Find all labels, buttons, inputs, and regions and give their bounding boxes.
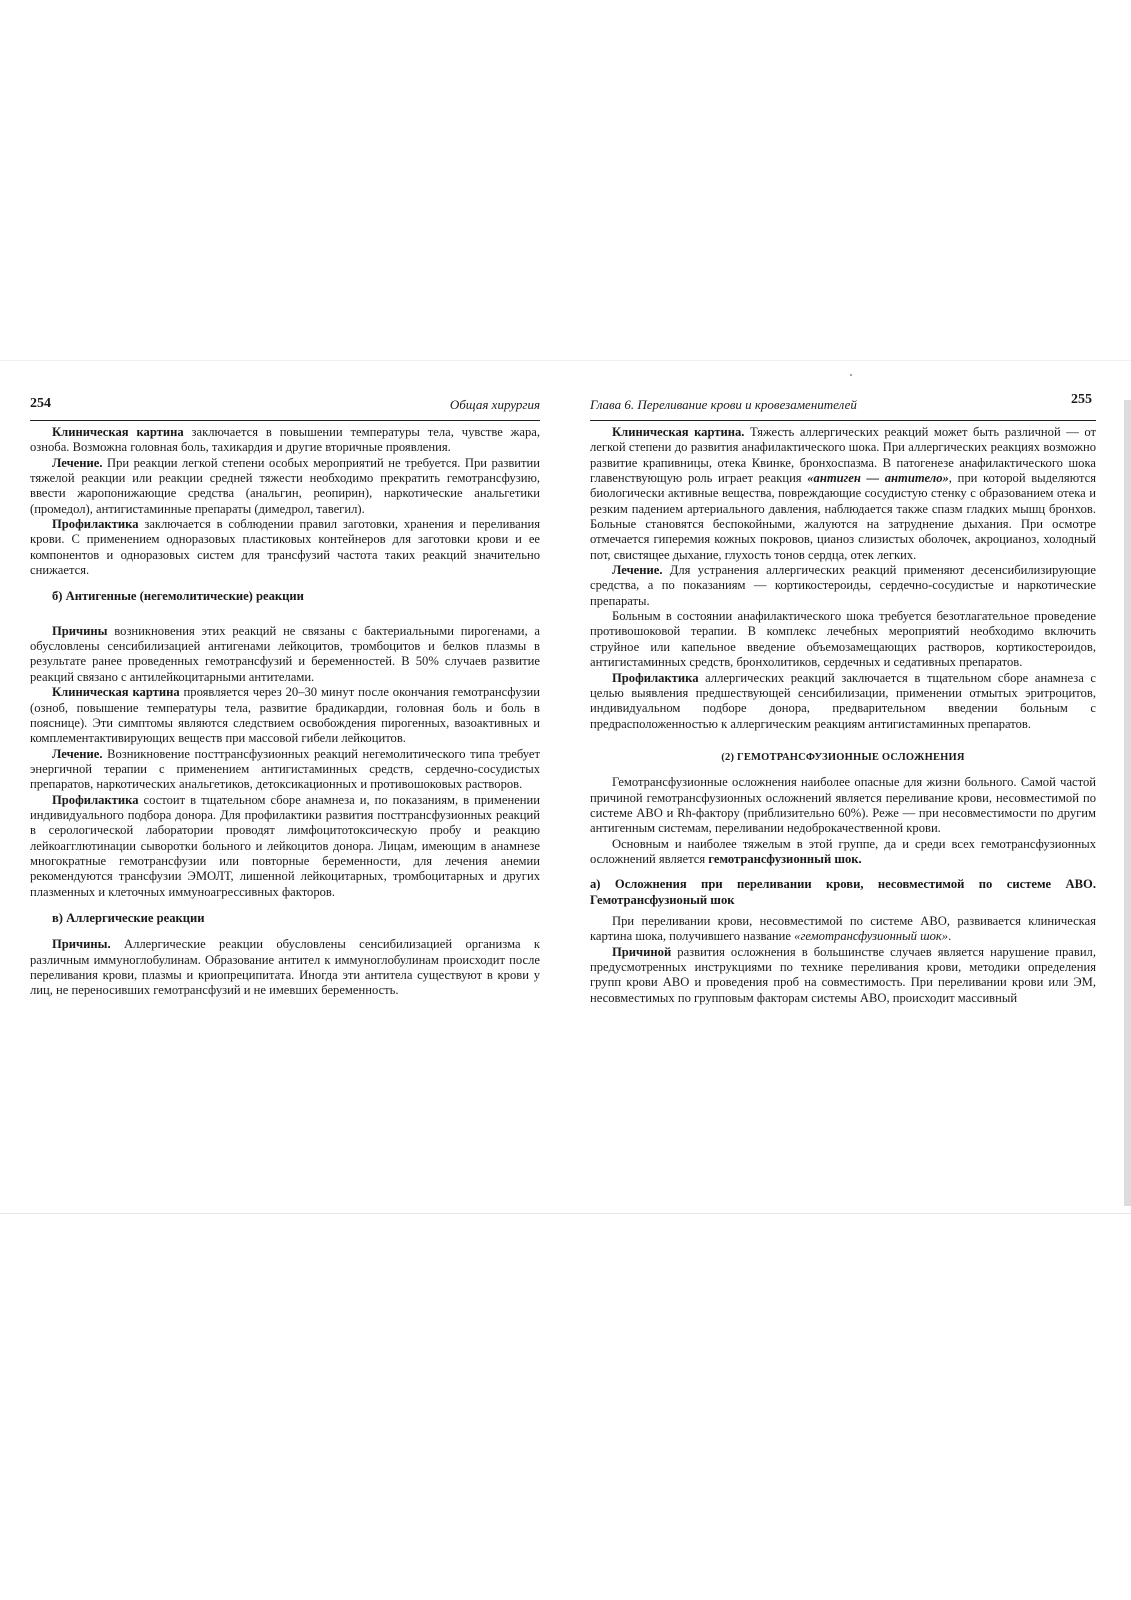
- lead-term: Причиной: [612, 944, 672, 959]
- right-page: [590, 392, 1096, 1006]
- paragraph: Клиническая картина. Тяжесть аллергических реакций может быть различной — от легкой степени до развития анафилактического шока. При аллергических реакциях возможно развитие крапивницы, отека Квинке, бронхоспазма. В патогенезе анафилактического шока главенствующую роль играет реакция «антиген — антитело», при которой выделяются биологически активные вещества, повреждающие сосудистую стенку с образованием отека и резким падением артериального давления, наблюдается также спазм гладких мышц бронхов. Больные становятся беспокойными, жалуются на затруднение дыхания. При осмотре отмечается гиперемия кожных покровов, цианоз слизистых оболочек, акроцианоз, холодный пот, свистящее дыхание, глухость тонов сердца, отек легких.: [590, 425, 1096, 562]
- subsection-heading: а) Осложнения при переливании крови, несовместимой по системе АВО. Гемотрансфузионый шок: [590, 877, 1096, 907]
- left-page: [30, 396, 540, 999]
- paragraph: Основным и наиболее тяжелым в этой группе, да и среди всех гемотрансфузионных осложнений является гемотрансфузионный шок.: [590, 836, 1096, 866]
- right-page-header: [590, 392, 1096, 421]
- paragraph: Профилактика состоит в тщательном сборе анамнеза и, по показаниям, в применении индивидуального подбора донора. Для профилактики развития посттрансфузионных реакций в серологической лаборатории проводят лимфоцитотоксическую пробу и реакцию лейкоагглютинации сыворотки больного и лейкоцитов донора. Лицам, имеющим в анамнезе многократные гемотрансфузии или повторные беременности, для лечения анемии рекомендуются трансфузии ЭМОЛТ, лишенной лейкоцитарных, тромбоцитарных и других плазменных и клеточных иммуноагрессивных факторов.: [30, 792, 540, 899]
- paragraph: Лечение. Возникновение посттрансфузионных реакций негемолитического типа требует энергичной терапии с применением антигистаминных средств, сердечно-сосудистых препаратов, наркотических анальгетиков, детоксикационных и противошоковых растворов.: [30, 746, 540, 792]
- lead-term: Лечение.: [612, 563, 663, 578]
- lead-term: Профилактика: [612, 670, 699, 685]
- paragraph: Клиническая картина проявляется через 20–30 минут после окончания гемотрансфузии (озноб, повышение температуры тела, развитие брадикардии, головная боль и боль в пояснице). Эти симптомы являются следствием освобождения пирогенных, вазоактивных и комплементактивирующих веществ при массовой гибели лейкоцитов.: [30, 685, 540, 746]
- right-page-body: [590, 425, 1096, 1006]
- paragraph: Больным в состоянии анафилактического шока требуется безотлагательное проведение противошоковой терапии. В комплекс лечебных мероприятий необходимо включить струйное или капельное введение объемозамещающих растворов, кортикостероидов, антигистаминных средств, бронхолитиков, сердечных и седативных препаратов.: [590, 609, 1096, 670]
- section-heading: (2) ГЕМОТРАНСФУЗИОННЫЕ ОСЛОЖНЕНИЯ: [721, 751, 965, 763]
- scan-speck: [850, 374, 852, 376]
- lead-term: Профилактика: [52, 517, 139, 532]
- paragraph: Клиническая картина заключается в повышении температуры тела, чувстве жара, озноба. Возможна головная боль, тахикардия и другие вторичные проявления.: [30, 425, 541, 455]
- paragraph: Лечение. При реакции легкой степени особых мероприятий не требуется. При развитии тяжелой реакции или реакции средней тяжести необходимо прекратить гемотрансфузию, ввести жаропонижающие средства (анальгин, реопирин), наркотические анальгетики (промедол), антигистаминные препараты (димедрол, тавегил).: [30, 455, 540, 516]
- paragraph: Профилактика аллергических реакций заключается в тщательном сборе анамнеза с целью выявления предшествующей сенсибилизации, применении отмытых эритроцитов, индивидуальном подборе донора, предварительном введении больным с предрасположенностью к аллергическим реакциям антигистаминных препаратов.: [590, 670, 1096, 731]
- paragraph: Гемотрансфузионные осложнения наиболее опасные для жизни больного. Самой частой причиной гемотрансфузионных осложнений является переливание крови, несовместимой по системе АВО и Rh-фактору (приблизительно 60%). Реже — при несовместимости по другим антигенным системам, переливании недоброкачественной крови.: [590, 775, 1096, 836]
- subsection-heading: в) Аллергические реакции: [52, 910, 205, 925]
- lead-term: Лечение.: [52, 455, 103, 470]
- left-page-body: [30, 425, 540, 999]
- running-title: Общая хирургия: [449, 397, 540, 412]
- page-number: 254: [30, 396, 51, 411]
- lead-term: Клиническая картина: [52, 425, 184, 439]
- scan-edge-shadow: [1124, 400, 1131, 1206]
- emphasis: «гемотрансфузионный шок»: [794, 929, 949, 944]
- emphasis: «антиген — антитело»: [807, 471, 949, 486]
- lead-term: Причины: [52, 623, 108, 638]
- lead-term: Причины.: [52, 937, 111, 952]
- lead-term: Профилактика: [52, 792, 139, 807]
- subsection-heading: б) Антигенные (негемолитические) реакции: [52, 589, 304, 604]
- lead-term: Клиническая картина: [52, 685, 180, 700]
- paragraph: Причиной развития осложнения в большинстве случаев является нарушение правил, предусмотренных инструкциями по технике переливания крови, методики определения групп крови АВО и проведения проб на совместимость. При переливании крови или ЭМ, несовместимых по групповым факторам системы АВО, происходит массивный: [590, 944, 1096, 1005]
- paragraph: Причины. Аллергические реакции обусловлены сенсибилизацией организма к различным иммуноглобулинам. Образование антител к иммуноглобулинам происходит после переливания крови, плазмы и криопреципитата. Иногда эти антитела существуют в крови у лиц, не переносивших гемотрансфузий и не имевших беременность.: [30, 937, 540, 998]
- paragraph: Причины возникновения этих реакций не связаны с бактериальными пирогенами, а обусловлены сенсибилизацией антигенами лейкоцитов, тромбоцитов и белков плазмы в результате ранее проведенных гемотрансфузий и беременностей. В 50% случаев развитие реакций связано с антилейкоцитарными антителами.: [30, 623, 540, 684]
- paragraph: При переливании крови, несовместимой по системе АВО, развивается клиническая картина шока, получившего название «гемотрансфузионный шок».: [590, 913, 1096, 944]
- paragraph: Лечение. Для устранения аллергических реакций применяют десенсибилизирующие средства, а по показаниям — кортикостероиды, сердечно-сосудистые и наркотические препараты.: [590, 563, 1096, 608]
- lead-term: гемотрансфузионный шок.: [708, 851, 862, 866]
- page-number: 255: [1071, 392, 1092, 407]
- paragraph: Профилактика заключается в соблюдении правил заготовки, хранения и переливания крови. С применением одноразовых пластиковых контейнеров для заготовки крови и ее компонентов и одноразовых систем для трансфузий частота таких реакций значительно снижается.: [30, 517, 540, 578]
- running-title: Глава 6. Переливание крови и кровезаменителей: [590, 397, 857, 412]
- lead-term: Лечение.: [52, 746, 103, 761]
- left-page-header: [30, 396, 540, 421]
- lead-term: Клиническая картина.: [612, 425, 745, 439]
